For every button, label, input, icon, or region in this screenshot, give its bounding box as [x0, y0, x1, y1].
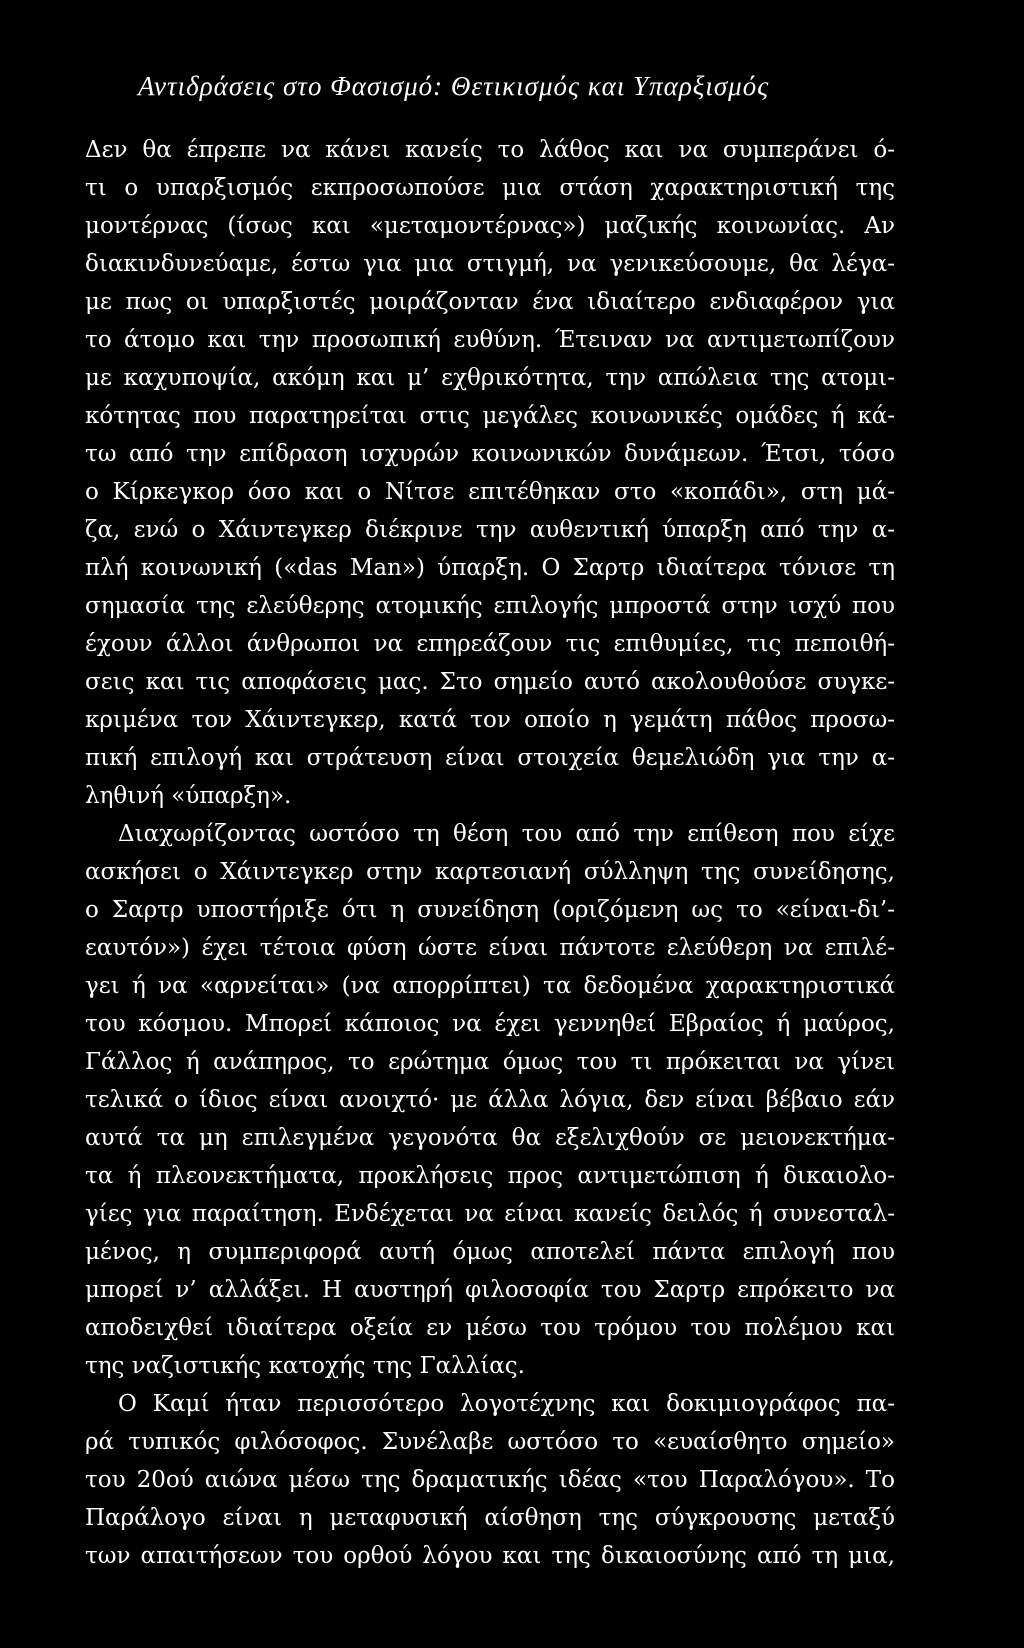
text-line: της ναζιστικής κατοχής της Γαλλίας.: [85, 1353, 525, 1379]
text-line: κριμένα τον Χάιντεγκερ, κατά τον οποίο η γεμάτη πάθος προσω-: [85, 707, 895, 733]
text-line: των απαιτήσεων του ορθού λόγου και της δικαιοσύνης από τη μια,: [85, 1543, 895, 1569]
text-line: γίες για παραίτηση. Ενδέχεται να είναι κανείς δειλός ή συνεσταλ-: [85, 1201, 895, 1227]
text-line: αυτά τα μη επιλεγμένα γεγονότα θα εξελιχθούν σε μειονεκτήμα-: [85, 1125, 895, 1151]
text-line: μοντέρνας (ίσως και «μεταμοντέρνας») μαζικής κοινωνίας. Αν: [85, 213, 895, 239]
text-line: μπορεί ν’ αλλάξει. Η αυστηρή φιλοσοφία του Σαρτρ επρόκειτο να: [85, 1277, 895, 1303]
text-line: ρά τυπικός φιλόσοφος. Συνέλαβε ωστόσο το «ευαίσθητο σημείο»: [85, 1429, 895, 1455]
text-line: σεις και τις αποφάσεις μας. Στο σημείο αυτό ακολουθούσε συγκε-: [85, 669, 895, 695]
text-line: τι ο υπαρξισμός εκπροσωπούσε μια στάση χαρακτηριστική της: [85, 175, 895, 201]
text-line: τελικά ο ίδιος είναι ανοιχτό· με άλλα λόγια, δεν είναι βέβαιο εάν: [85, 1087, 895, 1113]
text-line: ληθινή «ύπαρξη».: [85, 783, 292, 809]
text-line: γει ή να «αρνείται» (να απορρίπτει) τα δεδομένα χαρακτηριστικά: [85, 973, 895, 999]
text-line: εαυτόν») έχει τέτοια φύση ώστε είναι πάντοτε ελεύθερη να επιλέ-: [85, 935, 895, 961]
text-line: με καχυποψία, ακόμη και μ’ εχθρικότητα, την απώλεια της ατομι-: [85, 365, 895, 391]
text-line: το άτομο και την προσωπική ευθύνη. Έτειναν να αντιμετωπίζουν: [85, 327, 895, 353]
text-line: Παράλογο είναι η μεταφυσική αίσθηση της σύγκρουσης μεταξύ: [85, 1505, 895, 1531]
text-line: Ο Καμί ήταν περισσότερο λογοτέχνης και δοκιμιογράφος πα-: [118, 1391, 895, 1417]
text-line: πική επιλογή και στράτευση είναι στοιχεία θεμελιώδη για την α-: [85, 745, 895, 771]
text-line: διακινδυνεύαμε, έστω για μια στιγμή, να γενικεύσουμε, θα λέγα-: [85, 251, 895, 277]
text-line: τω από την επίδραση ισχυρών κοινωνικών δυνάμεων. Έτσι, τόσο: [85, 441, 895, 467]
text-line: ο Κίρκεγκορ όσο και ο Νίτσε επιτέθηκαν στο «κοπάδι», στη μά-: [85, 479, 895, 505]
running-head: Αντιδράσεις στο Φασισμό: Θετικισμός και Υπαρξισμός: [138, 71, 770, 101]
text-line: σημασία της ελεύθερης ατομικής επιλογής μπροστά στην ισχύ που: [85, 593, 895, 619]
text-line: Δεν θα έπρεπε να κάνει κανείς το λάθος και να συμπεράνει ό-: [85, 137, 895, 163]
text-line: ασκήσει ο Χάιντεγκερ στην καρτεσιανή σύλληψη της συνείδησης,: [85, 859, 895, 885]
text-line: κότητας που παρατηρείται στις μεγάλες κοινωνικές ομάδες ή κά-: [85, 403, 895, 429]
text-line: μένος, η συμπεριφορά αυτή όμως αποτελεί πάντα επιλογή που: [85, 1239, 895, 1265]
body-text: [85, 131, 895, 1575]
text-line: πλή κοινωνική («das Man») ύπαρξη. Ο Σαρτρ ιδιαίτερα τόνισε τη: [85, 555, 895, 581]
text-line: Γάλλος ή ανάπηρος, το ερώτημα όμως του τι πρόκειται να γίνει: [85, 1049, 895, 1075]
text-line: αποδειχθεί ιδιαίτερα οξεία εν μέσω του τρόμου του πολέμου και: [85, 1315, 895, 1341]
text-line: τα ή πλεονεκτήματα, προκλήσεις προς αντιμετώπιση ή δικαιολο-: [85, 1163, 895, 1189]
text-line: με πως οι υπαρξιστές μοιράζονταν ένα ιδιαίτερο ενδιαφέρον για: [85, 289, 895, 315]
text-line: ζα, ενώ ο Χάιντεγκερ διέκρινε την αυθεντική ύπαρξη από την α-: [85, 517, 895, 543]
text-line: του 20ού αιώνα μέσω της δραματικής ιδέας «του Παραλόγου». Το: [85, 1467, 895, 1493]
text-line: ο Σαρτρ υποστήριξε ότι η συνείδηση (οριζόμενη ως το «είναι-δι’-: [85, 897, 895, 923]
text-line: του κόσμου. Μπορεί κάποιος να έχει γεννηθεί Εβραίος ή μαύρος,: [85, 1011, 895, 1037]
text-line: Διαχωρίζοντας ωστόσο τη θέση του από την επίθεση που είχε: [118, 821, 895, 847]
text-line: έχουν άλλοι άνθρωποι να επηρεάζουν τις επιθυμίες, τις πεποιθή-: [85, 631, 895, 657]
